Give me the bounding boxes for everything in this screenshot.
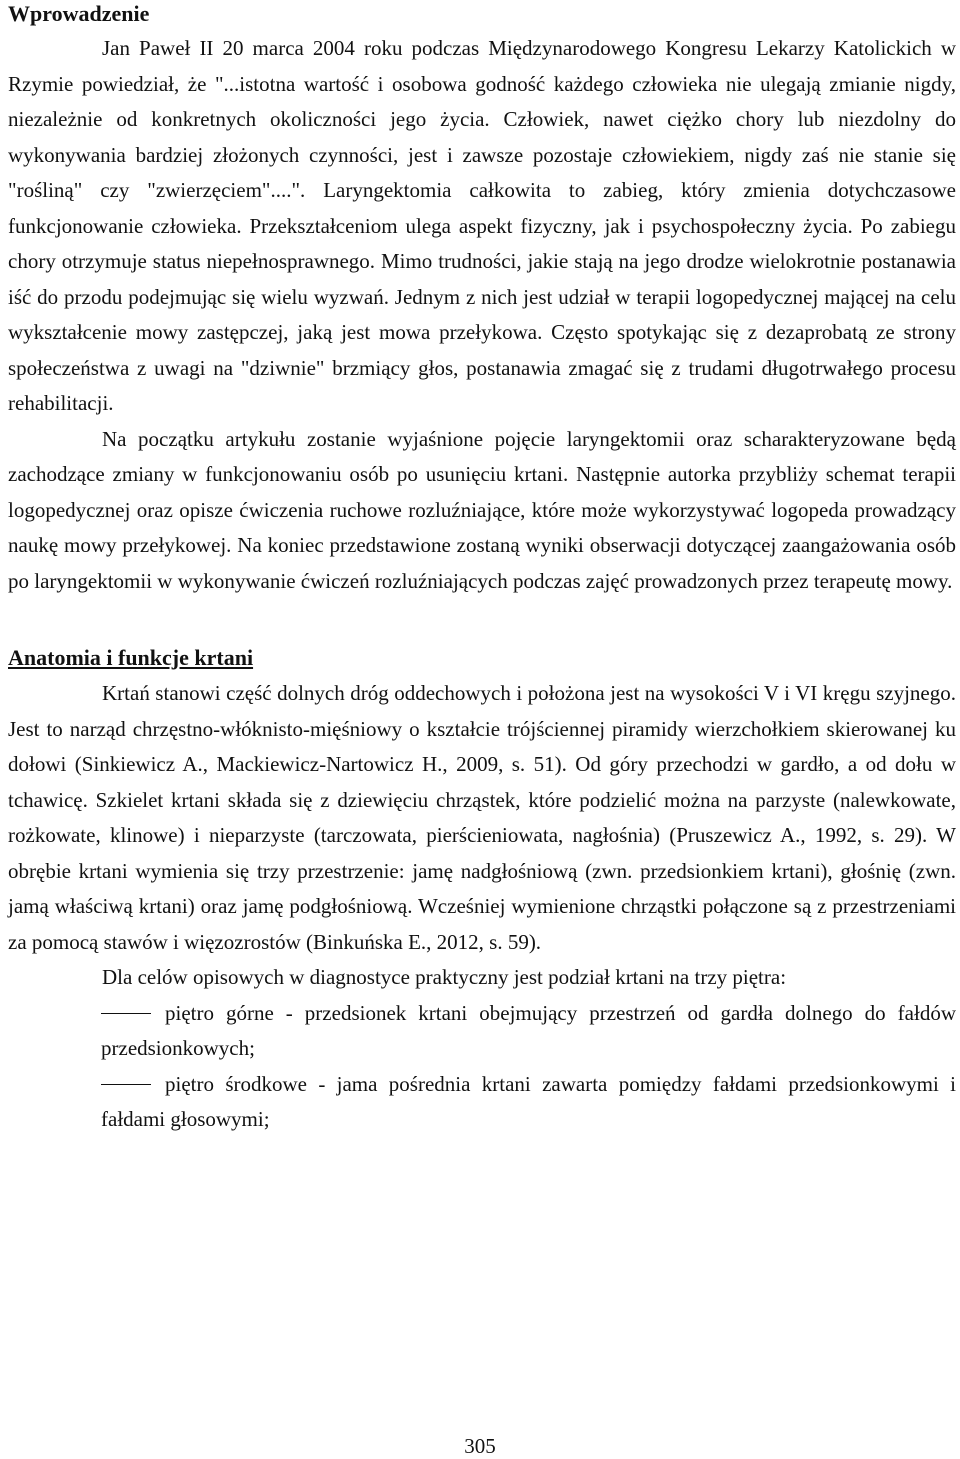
paragraph: Krtań stanowi część dolnych dróg oddechowych i położona jest na wysokości V i VI kręgu szyjnego. Jest to narząd chrzęstno-włóknisto-mięśniowy o kształcie trójściennej piramidy wierzchołkiem skierowanej ku dołowi (Sinkiewicz A., Mackiewicz-Nartowicz H., 2009, s. 51). Od góry przechodzi w gardło, a od dołu w tchawicę. Szkielet krtani składa się z dziewięciu chrząstek, które podzielić można na parzyste (nalewkowate, rożkowate, klinowe) i nieparzyste (tarczowata, pierścieniowata, nagłośnia) (Pruszewicz A., 1992, s. 29). W obrębie krtani wymienia się trzy przestrzenie: jamę nadgłośniową (zwn. przedsionkiem krtani), głośnię (zwn. jamą właściwą krtani) oraz jamę podgłośniową. Wcześniej wymienione chrząstki połączone są z przestrzeniami za pomocą stawów i więzozrostów (Binkuńska E., 2012, s. 59). [8, 681, 956, 954]
dash-bullet-icon [101, 1013, 151, 1014]
list-item [8, 996, 956, 1067]
section-body-wprowadzenie [8, 31, 956, 599]
paragraph: Na początku artykułu zostanie wyjaśnione pojęcie laryngektomii oraz scharakteryzowane będą zachodzące zmiany w funkcjonowaniu osób po usunięciu krtani. Następnie autorka przybliży schemat terapii logopedycznej oraz opisze ćwiczenia ruchowe rozluźniające, które może wykorzystywać logopeda prowadzący naukę mowy przełykowej. Na koniec przedstawione zostaną wyniki obserwacji dotyczącej zaangażowania osób po laryngektomii w wykonywanie ćwiczeń rozluźniających podczas zajęć prowadzonych przez terapeutę mowy. [8, 426, 956, 593]
page-number: 305 [464, 1434, 496, 1458]
paragraph: Dla celów opisowych w diagnostyce praktyczny jest podział krtani na trzy piętra: [102, 965, 787, 989]
section-heading-wprowadzenie: Wprowadzenie [8, 1, 150, 26]
section-body-anatomia [8, 676, 956, 1138]
paragraph: Jan Paweł II 20 marca 2004 roku podczas Międzynarodowego Kongresu Lekarzy Katolickich w Rzymie powiedział, że "...istotna wartość i osobowa godność każdego człowieka nie ulegają zmianie nigdy, niezależnie od konkretnych okoliczności jego życia. Człowiek, nawet ciężko chory lub niezdolny do wykonywania bardziej złożonych czynności, jest i zawsze pozostaje człowiekiem, nigdy zaś nie stanie się "rośliną" czy "zwierzęciem"....". Laryngektomia całkowita to zabieg, który zmienia dotychczasowe funkcjonowanie człowieka. Przekształceniom ulega aspekt fizyczny, jak i psychospołeczny życia. Po zabiegu chory otrzymuje status niepełnosprawnego. Mimo trudności, jakie stają na jego drodze wielokrotnie postanawia iść do przodu podejmując się wielu wyzwań. Jednym z nich jest udział w terapii logopedycznej mającej na celu wykształcenie mowy zastępczej, jaką jest mowa przełykowa. Często spotykając się z dezaprobatą ze strony społeczeństwa z uwagi na "dziwnie" brzmiący głos, postanawia zmagać się z trudami długotrwałego procesu rehabilitacji. [8, 36, 956, 415]
document-page [8, 0, 956, 1138]
list-item-text: piętro środkowe - jama pośrednia krtani zawarta pomiędzy fałdami przedsionkowymi i fałdami głosowymi; [101, 1071, 956, 1131]
section-heading-anatomia: Anatomia i funkcje krtani [8, 645, 254, 670]
dash-bullet-icon [101, 1084, 151, 1085]
list-item [8, 1067, 956, 1138]
list-item-text: piętro górne - przedsionek krtani obejmujący przestrzeń od gardła dolnego do fałdów przedsionkowych; [101, 1000, 956, 1060]
